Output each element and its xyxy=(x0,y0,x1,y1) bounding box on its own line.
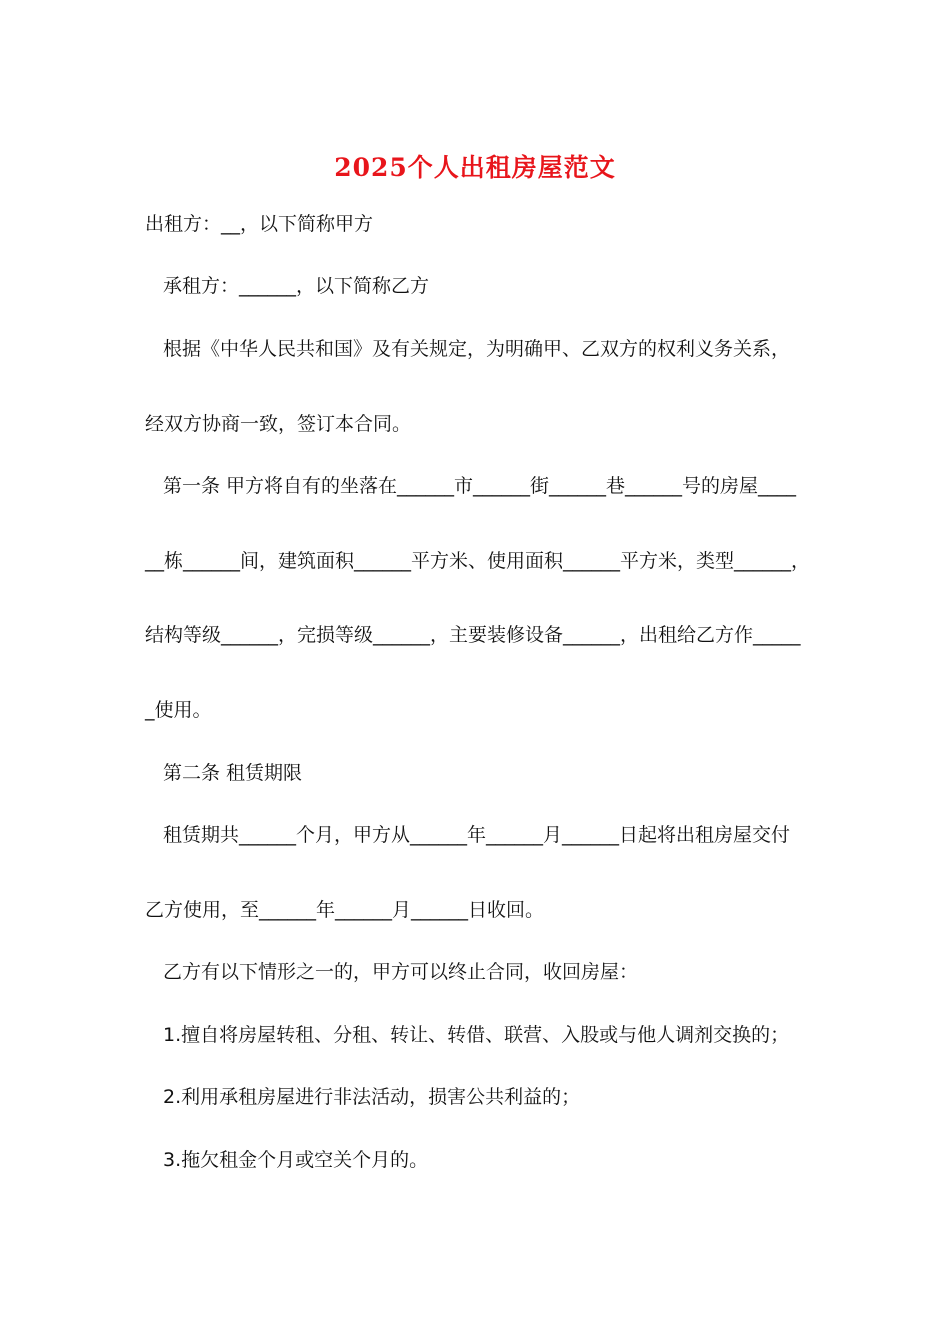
preamble-line-2: 经双方协商一致，签订本合同。 xyxy=(145,413,412,435)
article-1-line-4: _使用。 xyxy=(145,699,212,721)
article-1-line-3: 结构等级______，完损等级______，主要装修设备______，出租给乙方作_____ xyxy=(145,624,801,646)
termination-item-2: 2.利用承租房屋进行非法活动，损害公共利益的； xyxy=(163,1086,581,1108)
preamble-line-1: 根据《中华人民共和国》及有关规定，为明确甲、乙双方的权利义务关系， xyxy=(163,338,791,360)
lessee-line: 承租方：______，以下简称乙方 xyxy=(163,275,430,297)
article-2-heading: 第二条 租赁期限 xyxy=(163,762,303,784)
document-title: 2025个人出租房屋范文 xyxy=(334,153,616,182)
article-1-line-1: 第一条 甲方将自有的坐落在______市______街______巷______号的房屋____ xyxy=(163,475,797,497)
article-1-line-2: __栋______间，建筑面积______平方米、使用面积______平方米，类型______， xyxy=(145,550,811,572)
termination-intro: 乙方有以下情形之一的，甲方可以终止合同，收回房屋： xyxy=(163,961,639,983)
article-2-line-2: 乙方使用，至______年______月______日收回。 xyxy=(145,899,545,921)
termination-item-3: 3.拖欠租金个月或空关个月的。 xyxy=(163,1149,429,1171)
lessor-line: 出租方：__，以下简称甲方 xyxy=(145,213,374,235)
termination-item-1: 1.擅自将房屋转租、分租、转让、转借、联营、入股或与他人调剂交换的； xyxy=(163,1024,790,1046)
article-2-line-1: 租赁期共______个月，甲方从______年______月______日起将出租房屋交付 xyxy=(163,824,791,846)
